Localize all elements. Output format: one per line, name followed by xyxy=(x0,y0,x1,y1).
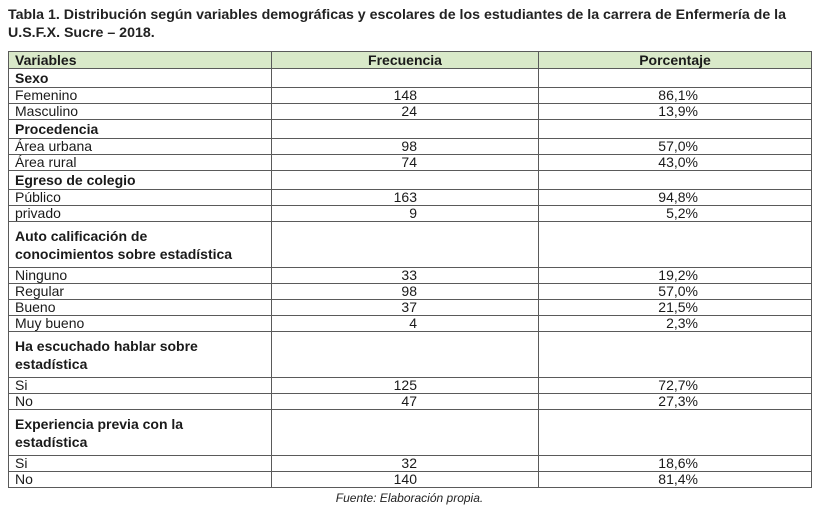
header-frecuencia: Frecuencia xyxy=(272,52,539,69)
category-row xyxy=(9,69,812,88)
row-percentage: 19,2% xyxy=(539,268,812,284)
row-percentage: 5,2% xyxy=(539,206,812,222)
row-label: Ninguno xyxy=(9,268,272,284)
row-percentage: 57,0% xyxy=(539,284,812,300)
row-label: Muy bueno xyxy=(9,316,272,332)
source-note: Fuente: Elaboración propia. xyxy=(335,491,484,505)
row-label: privado xyxy=(9,206,272,222)
row-label: No xyxy=(9,472,272,488)
row-label: Área urbana xyxy=(9,139,272,155)
row-percentage: 18,6% xyxy=(539,456,812,472)
row-frequency: 9 xyxy=(272,206,539,222)
row-percentage: 86,1% xyxy=(539,88,812,104)
row-label: Regular xyxy=(9,284,272,300)
row-label: No xyxy=(9,394,272,410)
category-label-ha-escuchado xyxy=(9,332,272,378)
category-label-line2: estadística xyxy=(15,356,88,372)
category-label-line1: Auto calificación de xyxy=(15,228,148,244)
row-percentage: 13,9% xyxy=(539,104,812,120)
category-label-line1: Experiencia previa con la xyxy=(15,416,184,432)
table-row xyxy=(9,139,812,155)
row-label: Bueno xyxy=(9,300,272,316)
row-frequency: 32 xyxy=(272,456,539,472)
table-row xyxy=(9,268,812,284)
category-row xyxy=(9,171,812,190)
row-frequency: 24 xyxy=(272,104,539,120)
category-row xyxy=(9,332,812,378)
category-row xyxy=(9,222,812,268)
row-percentage: 43,0% xyxy=(539,155,812,171)
row-percentage: 72,7% xyxy=(539,378,812,394)
row-frequency: 37 xyxy=(272,300,539,316)
category-row xyxy=(9,410,812,456)
category-label-line1: Ha escuchado hablar sobre xyxy=(15,338,198,354)
row-frequency: 98 xyxy=(272,284,539,300)
row-percentage: 94,8% xyxy=(539,190,812,206)
table-row xyxy=(9,394,812,410)
table-row xyxy=(9,316,812,332)
row-frequency: 47 xyxy=(272,394,539,410)
row-percentage: 81,4% xyxy=(539,472,812,488)
row-frequency: 98 xyxy=(272,139,539,155)
row-frequency: 163 xyxy=(272,190,539,206)
category-label-experiencia xyxy=(9,410,272,456)
row-label: Si xyxy=(9,378,272,394)
row-label: Si xyxy=(9,456,272,472)
category-label-procedencia: Procedencia xyxy=(9,120,272,139)
row-frequency: 74 xyxy=(272,155,539,171)
header-variables: Variables xyxy=(9,52,272,69)
row-percentage: 27,3% xyxy=(539,394,812,410)
category-label-egreso: Egreso de colegio xyxy=(9,171,272,190)
row-frequency: 140 xyxy=(272,472,539,488)
table-row xyxy=(9,472,812,488)
table-header-row xyxy=(9,52,812,69)
table-row xyxy=(9,456,812,472)
row-frequency: 33 xyxy=(272,268,539,284)
row-frequency: 148 xyxy=(272,88,539,104)
category-label-line2: estadística xyxy=(15,434,88,450)
table-row xyxy=(9,104,812,120)
table-row xyxy=(9,378,812,394)
row-percentage: 21,5% xyxy=(539,300,812,316)
demographics-table xyxy=(8,51,812,488)
row-label: Público xyxy=(9,190,272,206)
row-percentage: 57,0% xyxy=(539,139,812,155)
row-label: Área rural xyxy=(9,155,272,171)
row-label: Femenino xyxy=(9,88,272,104)
row-frequency: 125 xyxy=(272,378,539,394)
header-porcentaje: Porcentaje xyxy=(539,52,812,69)
row-label: Masculino xyxy=(9,104,272,120)
table-row xyxy=(9,300,812,316)
category-label-sexo: Sexo xyxy=(9,69,272,88)
category-row xyxy=(9,120,812,139)
table-row xyxy=(9,284,812,300)
row-percentage: 2,3% xyxy=(539,316,812,332)
table-row xyxy=(9,88,812,104)
category-label-autocalificacion xyxy=(9,222,272,268)
table-title: Tabla 1. Distribución según variables demográficas y escolares de los estudiantes de la carrera de Enfermería de la U.S.F.X. Sucre – 2018. xyxy=(8,7,787,41)
row-frequency: 4 xyxy=(272,316,539,332)
table-row xyxy=(9,206,812,222)
table-row xyxy=(9,190,812,206)
category-label-line2: conocimientos sobre estadística xyxy=(15,246,233,262)
table-row xyxy=(9,155,812,171)
